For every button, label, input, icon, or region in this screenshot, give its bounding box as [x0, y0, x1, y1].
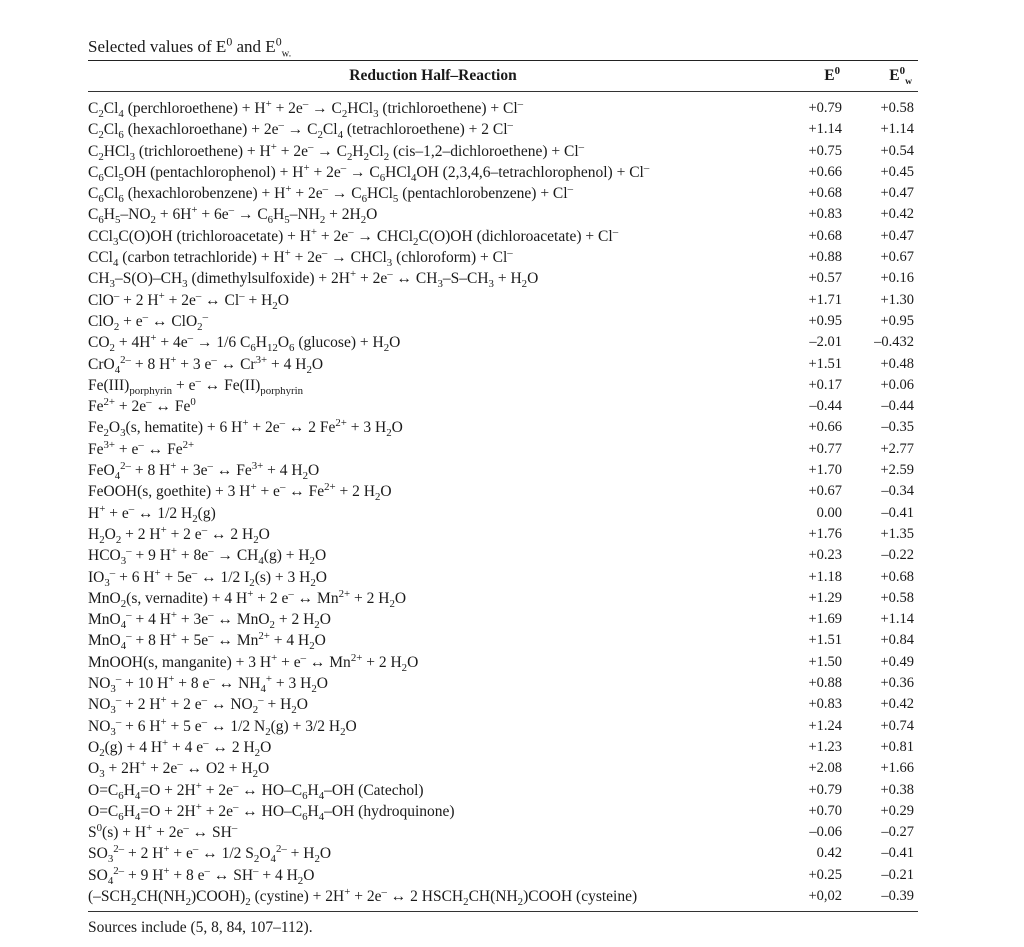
table-row [88, 247, 918, 268]
table-row [88, 694, 918, 715]
table-row [88, 268, 918, 289]
ew-cell: –0.27 [881, 824, 914, 841]
reaction-cell: MnO$_2$(s, vernadite) + 4 H+ + 2 e– ↔ $Mn^{2+} + 2$ $H_2O$ [88, 587, 407, 610]
reaction-cell: $HCO_3^- + 9$ $H^+ + 8e^- \to CH_4(g) + H_2O$ [88, 545, 327, 567]
reaction-cell: $C_6Cl_5OH$ (pentachlorophenol) + $H^+ + 2e^- \to C_6HCl_4OH$ (2,3,4,6–tetrachlorophenol) + Cl– [88, 161, 650, 184]
e0-cell: 0.42 [816, 845, 842, 862]
ew-cell: +1.14 [880, 611, 914, 628]
table-caption [88, 36, 918, 60]
reaction-cell: $Fe^{3+} + e^-$ ↔ $Fe^{2+}$ [88, 438, 195, 458]
reaction-cell: H+ + e– ↔ 1/2 $H_2(g)$ [88, 502, 216, 524]
ew-cell: –0.22 [881, 547, 914, 564]
table-row [88, 290, 918, 311]
e0-cell: +1.51 [808, 632, 842, 649]
ew-cell: +0.42 [880, 696, 914, 713]
reaction-cell: FeO$_4^{2-}$ + 8 H+ + 3e– ↔ $Fe^{3+} + 4$ $H_2O$ [88, 460, 320, 482]
table-row [88, 673, 918, 694]
header-e0 [778, 61, 850, 92]
table-row [88, 524, 918, 545]
reaction-cell: $NO_3^- + 6$ H+ + 5 e– ↔ 1/2 $N_2(g) + 3/2$ $H_2O$ [88, 715, 357, 737]
reaction-cell: $NO_3^- + 10$ H+ + 8 e– ↔ $NH_4^+ + 3$ $H_2O$ [88, 673, 328, 695]
ew-cell: +0.38 [880, 781, 914, 798]
e0-cell: +0.95 [808, 312, 842, 329]
ew-cell: +0.06 [880, 376, 914, 393]
e0-cell: +0.17 [808, 376, 842, 393]
reaction-cell: $C_2HCl_3$ (trichloroethene) + $H^+ + 2e^- \to C_2H_2Cl_2$ (cis–1,2–dichloroethene) + Cl– [88, 140, 585, 162]
e0-cell: +0.70 [808, 802, 842, 819]
e0-cell: +0.67 [808, 483, 842, 500]
e0-cell: +0.79 [808, 781, 842, 798]
e0-cell: +0.79 [808, 100, 842, 116]
table-row [88, 716, 918, 737]
table-row [88, 630, 918, 651]
table-row [88, 162, 918, 183]
caption-superscript-2: 0 [275, 34, 282, 49]
e0-cell: +0.83 [808, 206, 842, 223]
e0-cell: +0.23 [808, 547, 842, 564]
header-e0-base: E [824, 67, 835, 84]
table-header-row [88, 61, 918, 92]
e0-cell: +1.76 [808, 525, 842, 542]
header-ew [850, 61, 918, 92]
reaction-cell: $SO_4^{2-} + 9$ H+ + 8 e– ↔ SH– + 4 $H_2O$ [88, 864, 315, 886]
reaction-cell: CCl$_4$ (carbon tetrachloride) + H+ + 2e– → CHCl$_3$ (chloroform) + Cl– [88, 247, 513, 269]
ew-cell: +2.77 [880, 440, 914, 457]
table-row [88, 354, 918, 375]
reaction-cell: $IO_3^- + 6$ H+ + 5e– ↔ 1/2 $I_2(s) + 3$ $H_2O$ [88, 566, 327, 588]
table-row [88, 226, 918, 247]
e0-cell: +0.68 [808, 227, 842, 244]
ew-cell: –0.34 [881, 483, 914, 500]
e0-cell: –0.44 [809, 398, 842, 415]
ew-cell: +0.42 [880, 206, 914, 223]
table-row [88, 396, 918, 417]
table-row [88, 375, 918, 396]
ew-cell: –0.44 [881, 398, 914, 415]
table-row [88, 417, 918, 438]
caption-superscript: 0 [226, 34, 233, 49]
reaction-cell: $O=C_6H_4=O + 2H^+ + 2e^-$ ↔ $HO-C_6H_4-OH$ (Catechol) [88, 779, 424, 801]
ew-cell: +0.81 [880, 738, 914, 755]
table-row [88, 801, 918, 822]
e0-cell: +1.18 [808, 568, 842, 585]
table-row [88, 545, 918, 566]
ew-cell: –0.41 [881, 845, 914, 862]
e0-cell: +0.75 [808, 142, 842, 159]
reaction-cell: $S^0(s) + H^+ + 2e^-$ ↔ SH– [88, 822, 238, 842]
ew-cell: –0.39 [881, 887, 914, 904]
ew-cell: +0.58 [880, 589, 914, 606]
e0-cell: 0.00 [816, 504, 842, 521]
e0-cell: +1.70 [808, 462, 842, 479]
e0-cell: +0.57 [808, 270, 842, 287]
ew-cell: +1.14 [880, 121, 914, 138]
table-row [88, 119, 918, 140]
e0-cell: +0.88 [808, 675, 842, 692]
header-ew-sub: w [905, 76, 912, 88]
table-row [88, 886, 918, 907]
ew-cell: +2.59 [880, 462, 914, 479]
e0-cell: +1.29 [808, 589, 842, 606]
e0-cell: –2.01 [809, 334, 842, 351]
reduction-table [88, 61, 918, 907]
reaction-cell: FeOOH(s, goethite) + 3 H+ + e– ↔ $Fe^{2+} + 2$ $H_2O$ [88, 481, 392, 503]
reaction-cell: $Fe^{2+} + 2e^-$ ↔ Fe$^0$ [88, 396, 196, 416]
table-row [88, 503, 918, 524]
reaction-cell: CrO$_4^{2-}$ + 8 H+ + 3 e– ↔ $Cr^{3+} + 4$ $H_2O$ [88, 353, 324, 375]
reaction-cell: $SO_3^{2-} + 2$ H+ + e– ↔ 1/2 $S_2O_4^{2-} + H_2O$ [88, 843, 332, 865]
reaction-cell: $CO_2 + 4H^+ + 4e^- \to 1/6$ $C_6H_{12}O_6$ $(glucose) + H_2O$ [88, 332, 401, 354]
ew-cell: –0.35 [881, 419, 914, 436]
reaction-cell: $(-SCH_2CH(NH_2)COOH)_2$ (cystine) + 2H+ + 2e– ↔ 2 $HSCH_2CH(NH_2)COOH$ (cysteine) [88, 885, 638, 908]
table-row [88, 822, 918, 843]
table-row [88, 141, 918, 162]
ew-cell: +0.47 [880, 185, 914, 202]
reaction-cell: $O=C_6H_4=O + 2H^+ + 2e^-$ ↔ $HO-C_6H_4-OH$ (hydroquinone) [88, 800, 455, 823]
document-page [88, 36, 918, 938]
table-row [88, 737, 918, 758]
table-row [88, 865, 918, 886]
table-row [88, 843, 918, 864]
reaction-cell: CCl$_3$C(O)OH (trichloroacetate) + H+ + 2e– → CHCl$_2$C(O)OH (dichloroacetate) + Cl– [88, 225, 619, 248]
table-row [88, 758, 918, 779]
reaction-cell: MnO$_4$– + 4 H+ + 3e– ↔ MnO$_2$ + 2 $H_2O$ [88, 609, 331, 631]
table-row [88, 98, 918, 119]
reaction-cell: MnO$_4$– + 8 H+ + 5e– ↔ $Mn^{2+} + 4$ $H_2O$ [88, 630, 326, 652]
table-row [88, 481, 918, 502]
ew-cell: +1.35 [880, 525, 914, 542]
ew-cell: +0.49 [880, 653, 914, 670]
e0-cell: +0.83 [808, 696, 842, 713]
caption-text: Selected values of E [88, 37, 227, 56]
ew-cell: +0.29 [880, 802, 914, 819]
reaction-cell: $C_2Cl_6$ (hexachloroethane) + $2e^- \to C_2Cl_4$ (tetrachloroethene) + 2 Cl– [88, 119, 513, 141]
table-row [88, 439, 918, 460]
reaction-cell: $Fe(III)_{porphyrin} + e^-$ ↔ $Fe(II)_{porphyrin}$ [88, 374, 304, 397]
table-body [88, 92, 918, 908]
e0-cell: +0.68 [808, 185, 842, 202]
e0-cell: +1.23 [808, 738, 842, 755]
table-row [88, 183, 918, 204]
e0-cell: +1.51 [808, 355, 842, 372]
e0-cell: +0.25 [808, 866, 842, 883]
reaction-cell: $C_2Cl_4$ (perchloroethene) + $H^+ + 2e^- \to C_2HCl_3$ (trichloroethene) + Cl– [88, 98, 524, 120]
caption-subscript: w. [281, 48, 292, 60]
table-row [88, 652, 918, 673]
ew-cell: –0.21 [881, 866, 914, 883]
reaction-cell: ClO$_2$ + e– ↔ ClO$_2$– [88, 310, 208, 333]
ew-cell: +0.74 [880, 717, 914, 734]
e0-cell: +1.69 [808, 611, 842, 628]
reaction-cell: $CH_3-S(O)-CH_3$ (dimethylsulfoxide) + 2H+ + 2e– ↔ $CH_3-S-CH_3 + H_2O$ [88, 268, 539, 290]
reaction-cell: $C_6H_5-NO_2 + 6H^+ + 6e^- \to C_6H_5-NH_2 + 2H_2O$ [88, 204, 378, 226]
ew-cell: +0.84 [880, 632, 914, 649]
table-footer: Sources include (5, 8, 84, 107–112). [88, 919, 313, 937]
e0-cell: +1.50 [808, 653, 842, 670]
e0-cell: +0.88 [808, 249, 842, 266]
e0-cell: –0.06 [809, 824, 842, 841]
ew-cell: +0.16 [880, 270, 914, 287]
table-row [88, 780, 918, 801]
reaction-cell: $NO_3^- + 2$ H+ + 2 e– ↔ $NO_2^- + H_2O$ [88, 694, 308, 716]
ew-cell: +0.48 [880, 355, 914, 372]
e0-cell: +1.24 [808, 717, 842, 734]
ew-cell: –0.432 [874, 334, 914, 351]
e0-cell: +1.71 [808, 291, 842, 308]
reaction-cell: $H_2O_2 + 2$ H+ + 2 e– ↔ 2 $H_2O$ [88, 523, 270, 546]
ew-cell: +1.30 [880, 291, 914, 308]
e0-cell: +2.08 [808, 760, 842, 777]
ew-cell: +0.36 [880, 675, 914, 692]
table-row [88, 609, 918, 630]
e0-cell: +1.14 [808, 121, 842, 138]
header-ew-sup: 0 [899, 64, 906, 77]
reaction-cell: MnOOH(s, manganite) + 3 H+ + e– ↔ $Mn^{2+} + 2$ $H_2O$ [88, 651, 419, 674]
header-reaction: Reduction Half–Reaction [349, 67, 517, 84]
ew-cell: +0.58 [880, 100, 914, 116]
table-row [88, 567, 918, 588]
e0-cell: +0.66 [808, 163, 842, 180]
table-row [88, 588, 918, 609]
ew-cell: +0.54 [880, 142, 914, 159]
e0-cell: +0,02 [808, 887, 842, 904]
table-row [88, 204, 918, 225]
table-row [88, 332, 918, 353]
table-row [88, 311, 918, 332]
reaction-cell: $C_6Cl_6$ (hexachlorobenzene) + $H^+ + 2e^- \to C_6HCl_5$ (pentachlorobenzene) + Cl– [88, 183, 574, 205]
reaction-cell: $O_3 + 2H^+ + 2e^-$ ↔ $O2 + H_2O$ [88, 758, 270, 780]
e0-cell: +0.66 [808, 419, 842, 436]
reaction-cell: $O_2(g) + 4$ H+ + 4 e– ↔ 2 $H_2O$ [88, 736, 272, 759]
ew-cell: –0.41 [881, 504, 914, 521]
header-ew-base: E [889, 67, 900, 84]
ew-cell: +1.66 [880, 760, 914, 777]
header-e0-sup: 0 [834, 64, 840, 77]
ew-cell: +0.95 [880, 312, 914, 329]
ew-cell: +0.45 [880, 163, 914, 180]
ew-cell: +0.67 [880, 249, 914, 266]
reaction-cell: ClO– + 2 H+ + 2e– ↔ $Cl^- + H_2O$ [88, 289, 289, 311]
ew-cell: +0.68 [880, 568, 914, 585]
table-row [88, 460, 918, 481]
e0-cell: +0.77 [808, 440, 842, 457]
caption-text-2: and E [232, 37, 276, 56]
reaction-cell: $Fe_2O_3(s$, hematite) + 6 H+ + 2e– ↔ 2 $Fe^{2+} + 3$ $H_2O$ [88, 417, 403, 439]
ew-cell: +0.47 [880, 227, 914, 244]
